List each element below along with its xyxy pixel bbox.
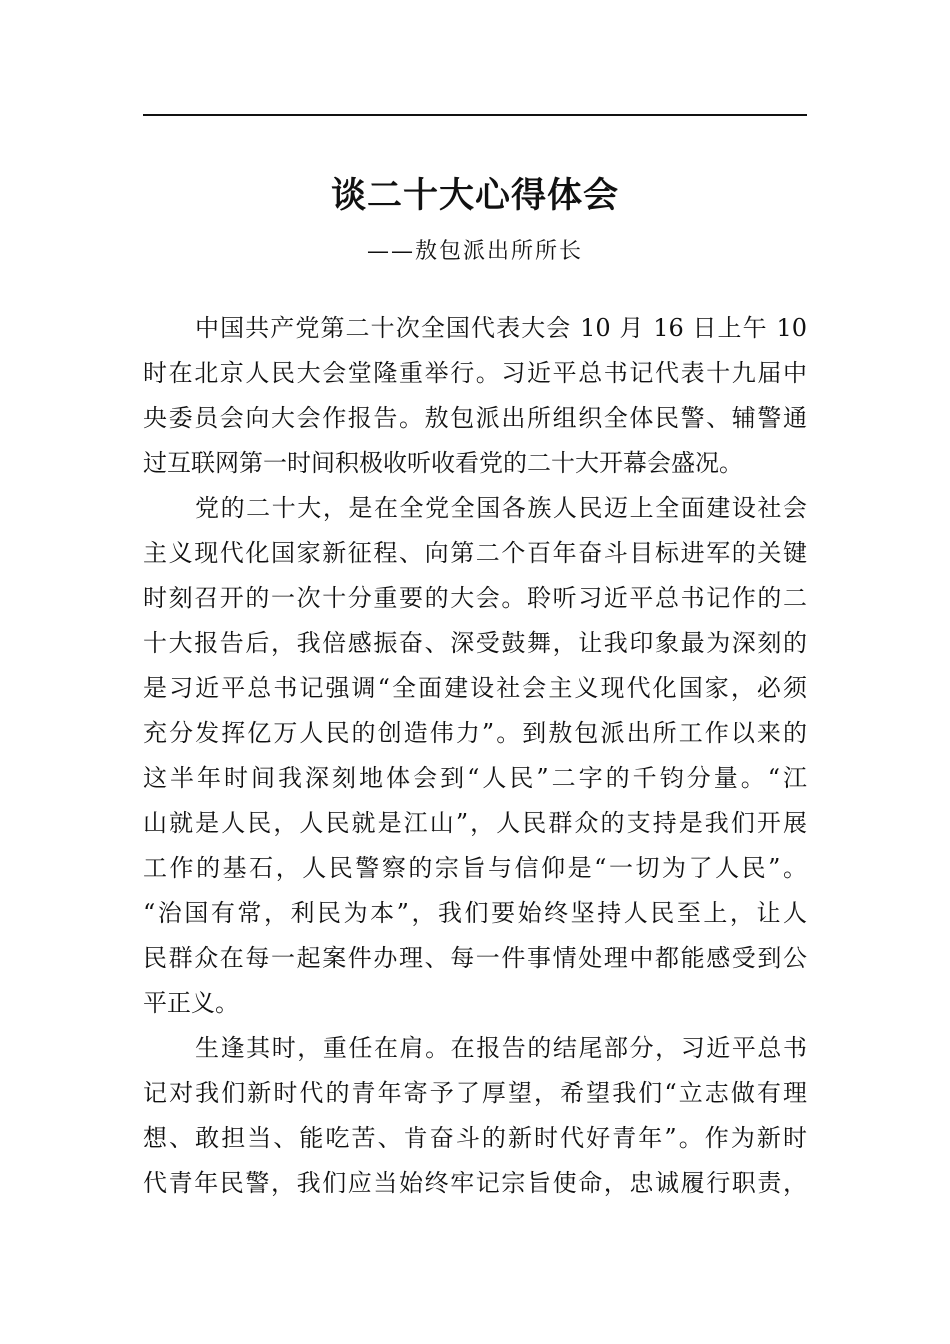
paragraph-line: 十大报告后，我倍感振奋、深受鼓舞，让我印象最为深刻的 — [143, 629, 807, 657]
paragraph-2 — [143, 486, 807, 1026]
paragraph-line: “治国有常，利民为本”，我们要始终坚持人民至上，让人 — [143, 899, 807, 927]
document-title: 谈二十大心得体会 — [330, 176, 619, 216]
paragraph-line: 央委员会向大会作报告。敖包派出所组织全体民警、辅警通 — [143, 404, 807, 432]
paragraph-line: 中国共产党第二十次全国代表大会 10 月 16 日上午 10 — [195, 314, 807, 342]
paragraph-1 — [143, 306, 807, 486]
paragraph-line: 充分发挥亿万人民的创造伟力”。到敖包派出所工作以来的 — [143, 719, 807, 747]
paragraph-line: 生逢其时，重任在肩。在报告的结尾部分，习近平总书 — [195, 1034, 807, 1062]
paragraph-line: 主义现代化国家新征程、向第二个百年奋斗目标进军的关键 — [143, 539, 807, 567]
document-body — [143, 306, 807, 1206]
paragraph-line: 代青年民警，我们应当始终牢记宗旨使命，忠诚履行职责， — [143, 1169, 807, 1197]
paragraph-line: 是习近平总书记强调“全面建设社会主义现代化国家，必须 — [143, 674, 807, 702]
paragraph-line: 记对我们新时代的青年寄予了厚望，希望我们“立志做有理 — [143, 1079, 807, 1107]
paragraph-line: 过互联网第一时间积极收听收看党的二十大开幕会盛况。 — [143, 449, 743, 477]
paragraph-line: 民群众在每一起案件办理、每一件事情处理中都能感受到公 — [143, 944, 807, 972]
paragraph-line: 想、敢担当、能吃苦、肯奋斗的新时代好青年”。作为新时 — [143, 1124, 807, 1152]
paragraph-line: 山就是人民，人民就是江山”，人民群众的支持是我们开展 — [143, 809, 807, 837]
paragraph-3 — [143, 1026, 807, 1206]
paragraph-line: 工作的基石，人民警察的宗旨与信仰是“一切为了人民”。 — [143, 854, 807, 882]
paragraph-line: 这半年时间我深刻地体会到“人民”二字的千钧分量。“江 — [143, 764, 807, 792]
paragraph-line: 平正义。 — [143, 989, 239, 1017]
paragraph-line: 时在北京人民大会堂隆重举行。习近平总书记代表十九届中 — [143, 359, 807, 387]
header-rule — [143, 114, 807, 116]
paragraph-line: 时刻召开的一次十分重要的大会。聆听习近平总书记作的二 — [143, 584, 807, 612]
paragraph-line: 党的二十大，是在全党全国各族人民迈上全面建设社会 — [195, 494, 807, 522]
document-subtitle: ——敖包派出所所长 — [366, 239, 583, 264]
